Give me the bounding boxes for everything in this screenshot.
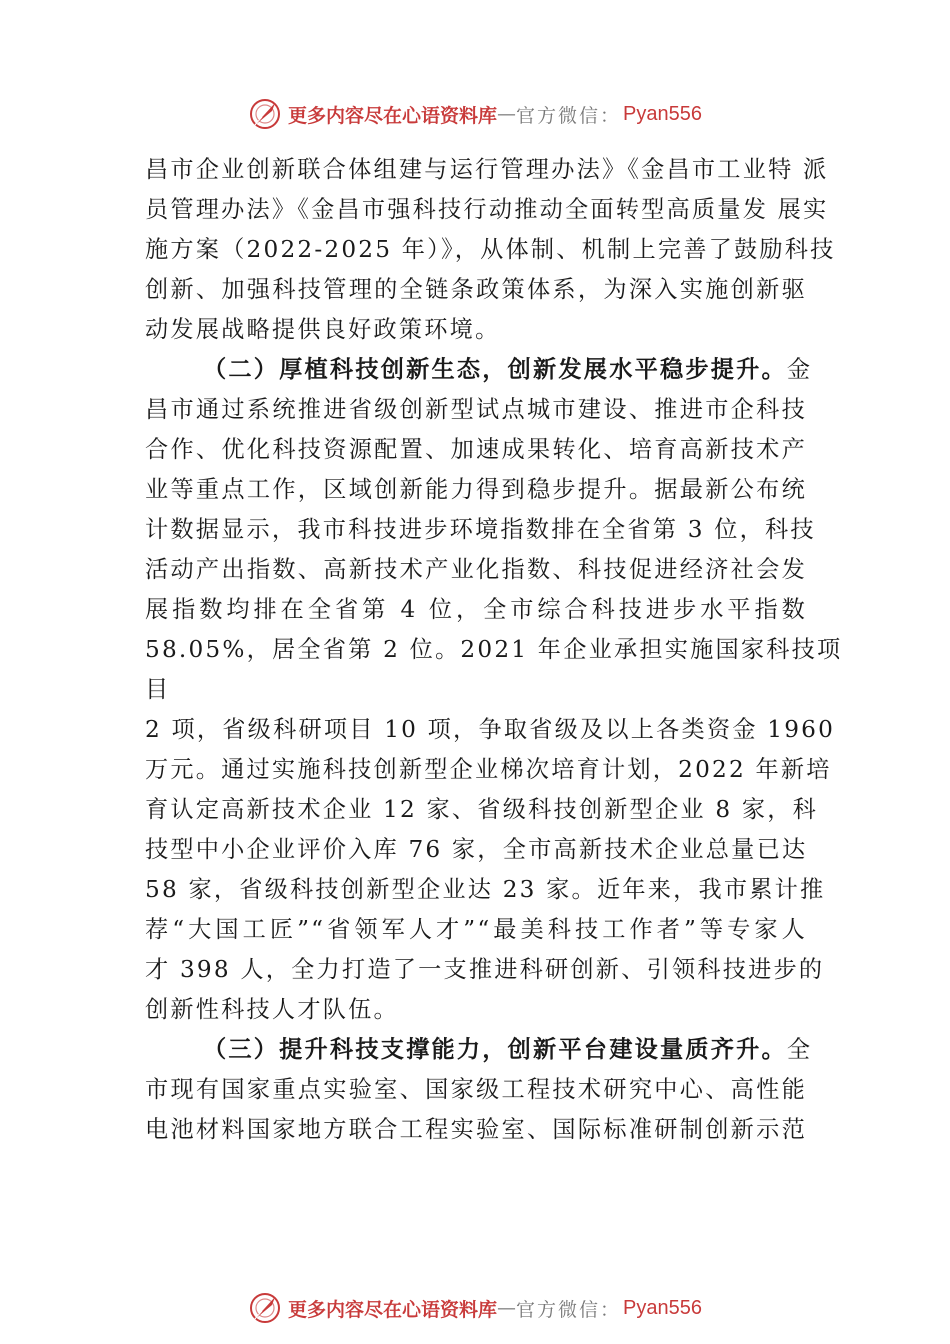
banner-text: 更多内容尽在心语资料库 xyxy=(288,104,498,127)
text-line: 万元。通过实施科技创新型企业梯次培育计划，2022 年新培 xyxy=(145,756,832,783)
text-line: （三）提升科技支撑能力，创新平台建设量质齐升。全 xyxy=(203,1036,813,1063)
paragraph-platform xyxy=(145,1030,813,1150)
text-line: 昌市通过系统推进省级创新型试点城市建设、推进市企科技 xyxy=(145,396,807,423)
paragraph-policy xyxy=(145,150,836,350)
text-line: 创新性科技人才队伍。 xyxy=(145,996,399,1023)
text-line: 荐“大国工匠”“省领军人才”“最美科技工作者”等专家人 xyxy=(145,916,807,943)
paragraph-ecosystem xyxy=(145,350,843,1030)
text-line: 活动产出指数、高新技术产业化指数、科技促进经济社会发 xyxy=(145,556,807,583)
quill-logo-icon xyxy=(248,97,282,131)
text-line: 育认定高新技术企业 12 家、省级科技创新型企业 8 家，科 xyxy=(145,796,819,823)
text-line: 施方案（2022-2025 年）》，从体制、机制上完善了鼓励科技 xyxy=(145,236,836,263)
banner-official-label: 官方微信： xyxy=(516,1298,622,1321)
text-line: 58.05%，居全省第 2 位。2021 年企业承担实施国家科技项 xyxy=(145,636,843,663)
section-heading: （三）提升科技支撑能力，创新平台建设量质齐升。 xyxy=(203,1036,787,1063)
text-line: 业等重点工作，区域创新能力得到稳步提升。据最新公布统 xyxy=(145,476,807,503)
document-body xyxy=(145,150,843,1150)
text-line: （二）厚植科技创新生态，创新发展水平稳步提升。金 xyxy=(203,356,813,383)
text-line: 58 家，省级科技创新型企业达 23 家。近年来，我市累计推 xyxy=(145,876,826,903)
banner-dash: — xyxy=(497,103,517,125)
section-heading: （二）厚植科技创新生态，创新发展水平稳步提升。 xyxy=(203,356,787,383)
text-line: 昌市企业创新联合体组建与运行管理办法》《金昌市工业特 派 xyxy=(145,156,829,183)
header-banner xyxy=(0,94,950,134)
text-line: 动发展战略提供良好政策环境。 xyxy=(145,316,501,343)
text-line: 市现有国家重点实验室、国家级工程技术研究中心、高性能 xyxy=(145,1076,807,1103)
banner-dash: — xyxy=(497,1297,517,1319)
banner-wechat-id: Pyan556 xyxy=(623,102,702,125)
text-line: 计数据显示，我市科技进步环境指数排在全省第 3 位，科技 xyxy=(145,516,816,543)
banner-text: 更多内容尽在心语资料库 xyxy=(288,1298,498,1321)
text-line: 2 项，省级科研项目 10 项，争取省级及以上各类资金 1960 xyxy=(145,716,836,743)
text-line: 技型中小企业评价入库 76 家，全市高新技术企业总量已达 xyxy=(145,836,808,863)
quill-logo-icon xyxy=(248,1291,282,1325)
text-line: 才 398 人，全力打造了一支推进科研创新、引领科技进步的 xyxy=(145,956,825,983)
text-line: 合作、优化科技资源配置、加速成果转化、培育高新技术产 xyxy=(145,436,807,463)
text-line: 员管理办法》《金昌市强科技行动推动全面转型高质量发 展实 xyxy=(145,196,829,223)
text-line: 创新、加强科技管理的全链条政策体系，为深入实施创新驱 xyxy=(145,276,807,303)
text-line: 电池材料国家地方联合工程实验室、国际标准研制创新示范 xyxy=(145,1116,807,1143)
footer-banner xyxy=(0,1288,950,1328)
banner-wechat-id: Pyan556 xyxy=(623,1296,702,1319)
banner-official-label: 官方微信： xyxy=(516,104,622,127)
text-line: 展指数均排在全省第 4 位，全市综合科技进步水平指数 xyxy=(145,596,807,623)
text-line: 目 xyxy=(145,676,171,703)
